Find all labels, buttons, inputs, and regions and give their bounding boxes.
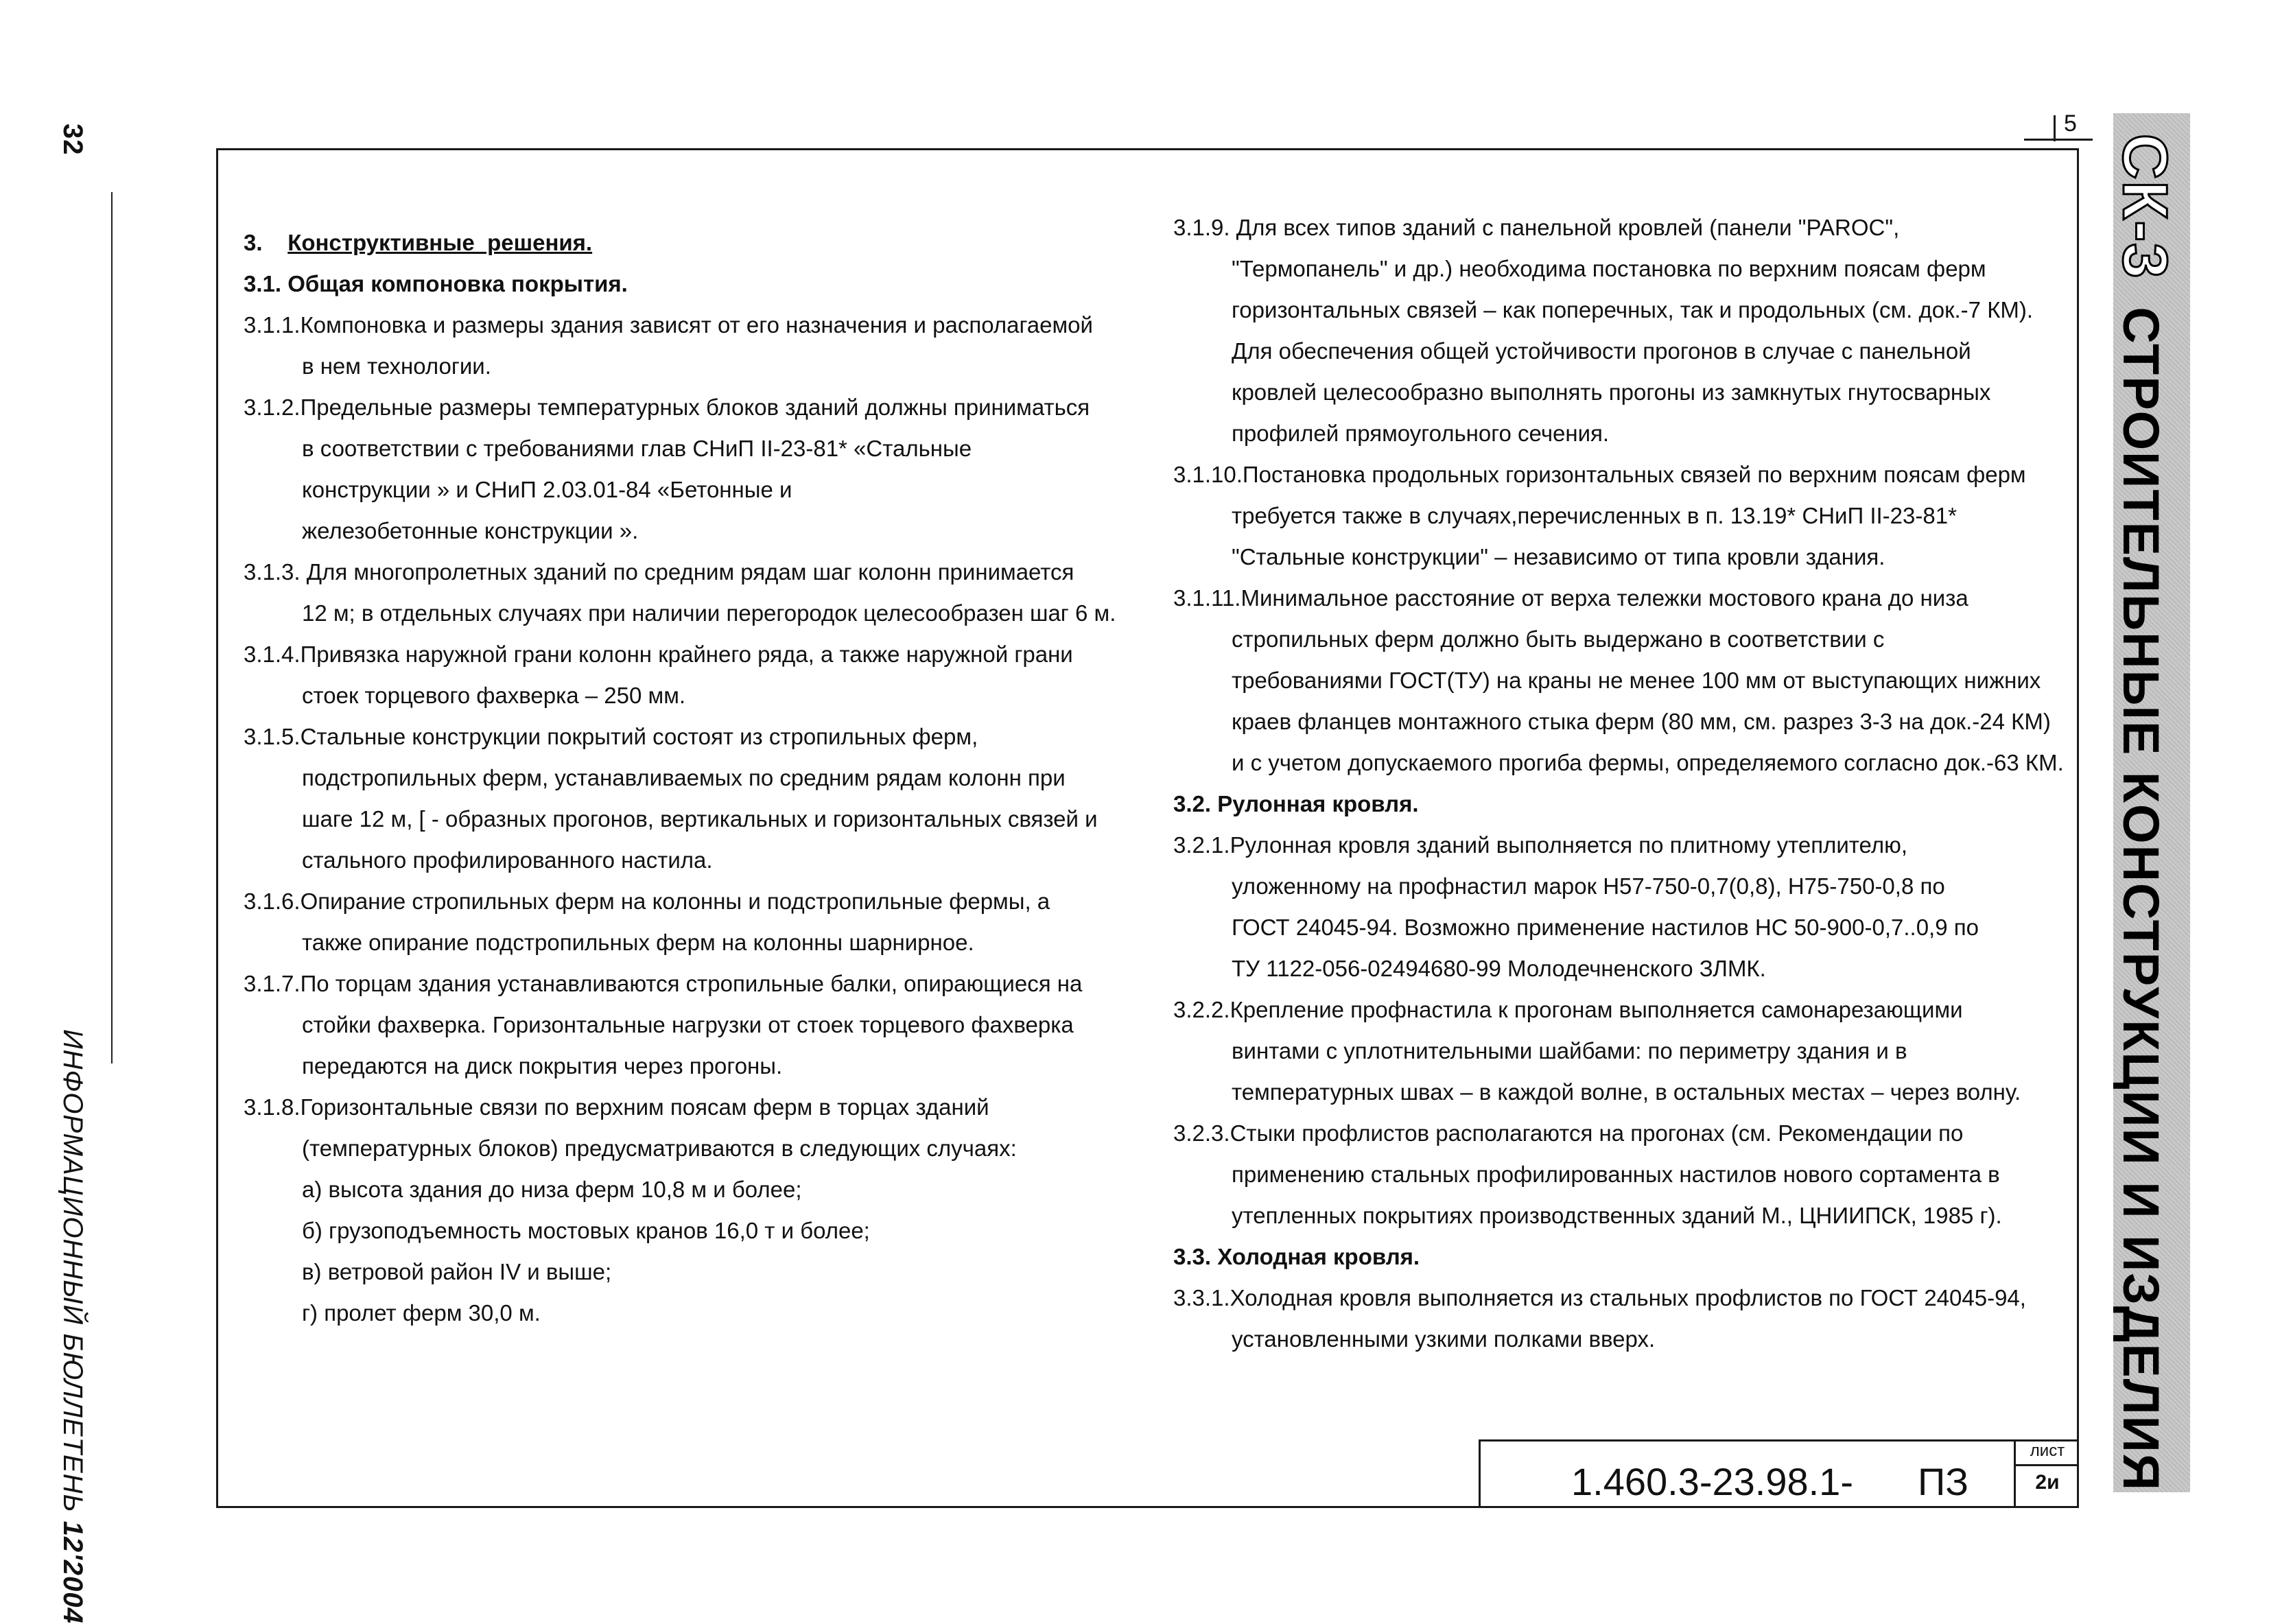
text-line: установленными узкими полками вверх. <box>1232 1326 1656 1352</box>
text-line: утепленных покрытиях производственных зданий М., ЦНИИПСК, 1985 г). <box>1232 1203 2002 1228</box>
text-line: 3.1.9. Для всех типов зданий с панельной кровлей (панели "PAROC", <box>1173 215 1900 240</box>
text-line: ГОСТ 24045-94. Возможно применение настилов НС 50-900-0,7..0,9 по <box>1232 915 1979 940</box>
text-line: 12 м; в отдельных случаях при наличии перегородок целесообразен шаг 6 м. <box>302 600 1116 626</box>
text-line: 3.1.10.Постановка продольных горизонтальных связей по верхним поясам ферм <box>1173 462 2026 487</box>
text-line: кровлей целесообразно выполнять прогоны из замкнутых гнутосварных <box>1232 379 1991 405</box>
text-line: в нем технологии. <box>302 353 491 379</box>
section-heading <box>244 222 592 263</box>
frame-top-extension <box>2024 139 2093 141</box>
text-line: 3.1.4.Привязка наружной грани колонн крайнего ряда, а также наружной грани <box>244 642 1073 667</box>
text-line: горизонтальных связей – как поперечных, так и продольных (см. док.-7 КМ). <box>1232 297 2034 322</box>
text-line: 3.1.2.Предельные размеры температурных блоков зданий должны приниматься <box>244 395 1090 420</box>
text-line: 3.1.3. Для многопролетных зданий по средним рядам шаг колонн принимается <box>244 559 1074 585</box>
text-line: 3.2.3.Стыки профлистов располагаются на прогонах (см. Рекомендации по <box>1173 1120 1964 1146</box>
subsection-heading: 3.2. Рулонная кровля. <box>1173 791 1419 816</box>
sheet-number: 5 <box>2064 110 2077 137</box>
text-line: стойки фахверка. Горизонтальные нагрузки от стоек торцевого фахверка <box>302 1012 1074 1037</box>
text-line: конструкции » и СНиП 2.03.01-84 «Бетонные и <box>302 477 792 502</box>
text-line: также опирание подстропильных ферм на колонны шарнирное. <box>302 930 974 955</box>
text-line: железобетонные конструкции ». <box>302 518 639 543</box>
list-item: а) высота здания до низа ферм 10,8 м и более; <box>302 1177 802 1202</box>
text-line: стропильных ферм должно быть выдержано в соответствии с <box>1232 626 1885 652</box>
text-line: в соответствии с требованиями глав СНиП II-23-81* «Стальные <box>302 436 972 461</box>
sheet-label: лист <box>2016 1439 2079 1466</box>
text-line: "Термопанель" и др.) необходима постановка по верхним поясам ферм <box>1232 256 1986 281</box>
left-margin <box>58 123 143 1624</box>
text-line: 3.1.11.Минимальное расстояние от верха тележки мостового крана до низа <box>1173 585 1968 611</box>
page-number: 32 <box>58 123 88 156</box>
text-line: 3.3.1.Холодная кровля выполняется из стальных профлистов по ГОСТ 24045-94, <box>1173 1285 2026 1310</box>
document-type: ПЗ <box>1918 1460 1969 1503</box>
text-line: уложенному на профнастил марок Н57-750-0,7(0,8), Н75-750-0,8 по <box>1232 873 1945 899</box>
list-item: б) грузоподъемность мостовых кранов 16,0 т и более; <box>302 1218 870 1243</box>
text-line: применению стальных профилированных настилов нового сортамента в <box>1232 1162 2000 1187</box>
margin-rule <box>111 192 113 1063</box>
text-line: и с учетом допускаемого прогиба фермы, определяемого согласно док.-63 КМ. <box>1232 750 2064 775</box>
section-number: 3. <box>244 230 288 255</box>
series-code: СК-3 <box>2110 134 2180 280</box>
text-line: температурных швах – в каждой волне, в остальных местах – через волну. <box>1232 1079 2021 1105</box>
text-line: стального профилированного настила. <box>302 847 713 873</box>
text-line: 3.1.7.По торцам здания устанавливаются стропильные балки, опирающиеся на <box>244 971 1083 996</box>
bulletin-issue: 12'2004 <box>58 1520 88 1624</box>
text-line: профилей прямоугольного сечения. <box>1232 421 1610 446</box>
text-line: 3.1.5.Стальные конструкции покрытий состоят из стропильных ферм, <box>244 724 978 749</box>
bulletin-title <box>57 1029 88 1624</box>
text-line: подстропильных ферм, устанавливаемых по средним рядам колонн при <box>302 765 1066 790</box>
text-line: передаются на диск покрытия через прогоны. <box>302 1053 783 1079</box>
series-title: СТРОИТЕЛЬНЫЕ КОНСТРУКЦИИ И ИЗДЕЛИЯ <box>2113 307 2170 1492</box>
text-line: требованиями ГОСТ(ТУ) на краны не менее 100 мм от выступающих нижних <box>1232 668 2041 693</box>
subsection-heading: 3.1. Общая компоновка покрытия. <box>244 271 628 296</box>
bulletin-name: ИНФОРМАЦИОННЫЙ БЮЛЛЕТЕНЬ <box>58 1029 88 1521</box>
text-line: 3.1.6.Опирание стропильных ферм на колонны и подстропильные фермы, а <box>244 889 1050 914</box>
subsection-heading: 3.3. Холодная кровля. <box>1173 1244 1420 1269</box>
list-item: г) пролет ферм 30,0 м. <box>302 1300 541 1326</box>
banner-text <box>2108 134 2180 1492</box>
text-line: винтами с уплотнительными шайбами: по периметру здания и в <box>1232 1038 1907 1063</box>
sheet-number-divider <box>2054 115 2056 141</box>
text-line: 3.1.8.Горизонтальные связи по верхним поясам ферм в торцах зданий <box>244 1094 989 1120</box>
text-line: краев фланцев монтажного стыка ферм (80 мм, см. разрез 3-3 на док.-24 КМ) <box>1232 709 2051 734</box>
text-line: Для обеспечения общей устойчивости прогонов в случае с панельной <box>1232 338 1971 364</box>
series-banner <box>2110 113 2190 1492</box>
document-code: 1.460.3-23.98.1- <box>1571 1460 1853 1503</box>
text-line: ТУ 1122-056-02494680-99 Молодечненского ЗЛМК. <box>1232 956 1766 981</box>
list-item: в) ветровой район IV и выше; <box>302 1259 612 1284</box>
text-line: шаге 12 м, [ - образных прогонов, вертикальных и горизонтальных связей и <box>302 806 1098 832</box>
sheet-value: 2и <box>2035 1471 2060 1494</box>
text-line: 3.2.2.Крепление профнастила к прогонам выполняется самонарезающими <box>1173 997 1963 1022</box>
text-line: 3.2.1.Рулонная кровля зданий выполняется по плитному утеплителю, <box>1173 832 1907 858</box>
text-line: (температурных блоков) предусматриваются в следующих случаях: <box>302 1135 1017 1161</box>
sheet-cell <box>2014 1439 2079 1508</box>
section-title: Конструктивные решения. <box>287 230 593 255</box>
text-line: "Стальные конструкции" – независимо от типа кровли здания. <box>1232 544 1885 569</box>
text-line: требуется также в случаях,перечисленных в п. 13.19* СНиП II-23-81* <box>1232 503 1957 528</box>
text-line: стоек торцевого фахверка – 250 мм. <box>302 683 686 708</box>
text-line: 3.1.1.Компоновка и размеры здания зависят от его назначения и располагаемой <box>244 312 1093 338</box>
